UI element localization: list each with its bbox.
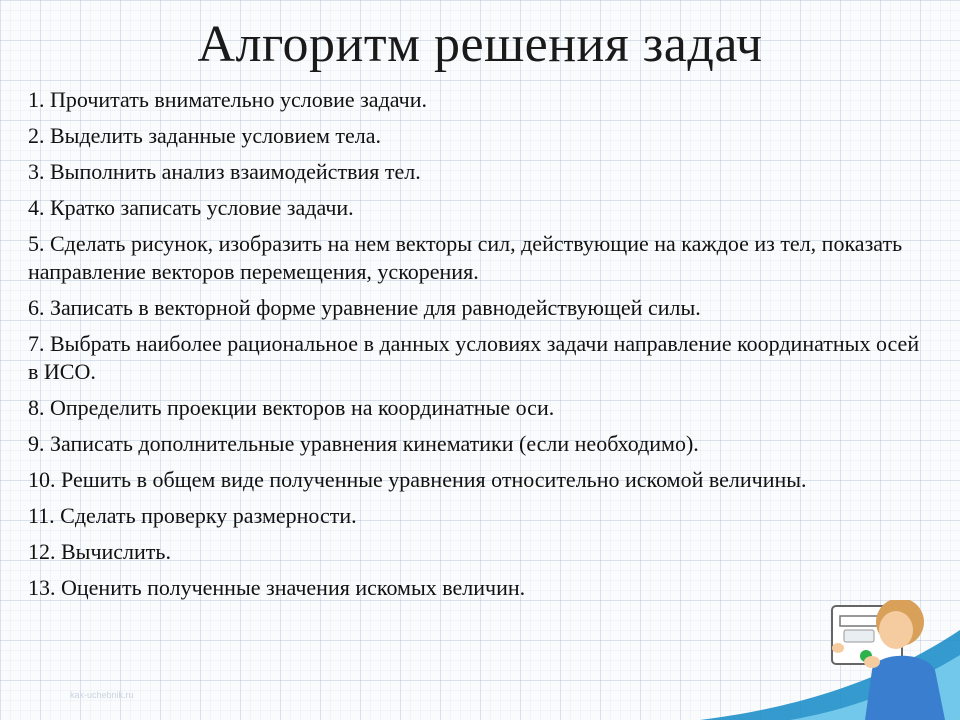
step-item: 7. Выбрать наиболее рациональное в данных условиях задачи направление координатных осей в ИСО. — [28, 331, 920, 384]
step-item: 12. Вычислить. — [28, 539, 171, 564]
step-item: 8. Определить проекции векторов на координатные оси. — [28, 395, 555, 420]
board-illustration — [832, 606, 902, 664]
step-item: 13. Оценить полученные значения искомых величин. — [28, 575, 526, 600]
step-item: 2. Выделить заданные условием тела. — [28, 123, 382, 148]
step-item: 1. Прочитать внимательно условие задачи. — [28, 87, 427, 112]
step-item: 4. Кратко записать условие задачи. — [28, 195, 354, 220]
slide-title: Алгоритм решения задач — [197, 16, 763, 73]
step-item: 5. Сделать рисунок, изобразить на нем векторы сил, действующие на каждое из тел, показать направление векторов перемещения, ускорения. — [28, 231, 903, 284]
step-item: 11. Сделать проверку размерности. — [28, 503, 357, 528]
step-item: 9. Записать дополнительные уравнения кинематики (если необходимо). — [28, 431, 699, 456]
step-item: 10. Решить в общем виде полученные уравнения относительно искомой величины. — [28, 467, 807, 492]
footer-watermark: kak-uchebnik.ru — [70, 690, 134, 700]
boy-illustration — [832, 600, 945, 720]
step-item: 3. Выполнить анализ взаимодействия тел. — [28, 159, 421, 184]
wave-decoration — [0, 600, 960, 720]
steps-list — [28, 86, 928, 610]
step-item: 6. Записать в векторной форме уравнение для равнодействующей силы. — [28, 295, 701, 320]
